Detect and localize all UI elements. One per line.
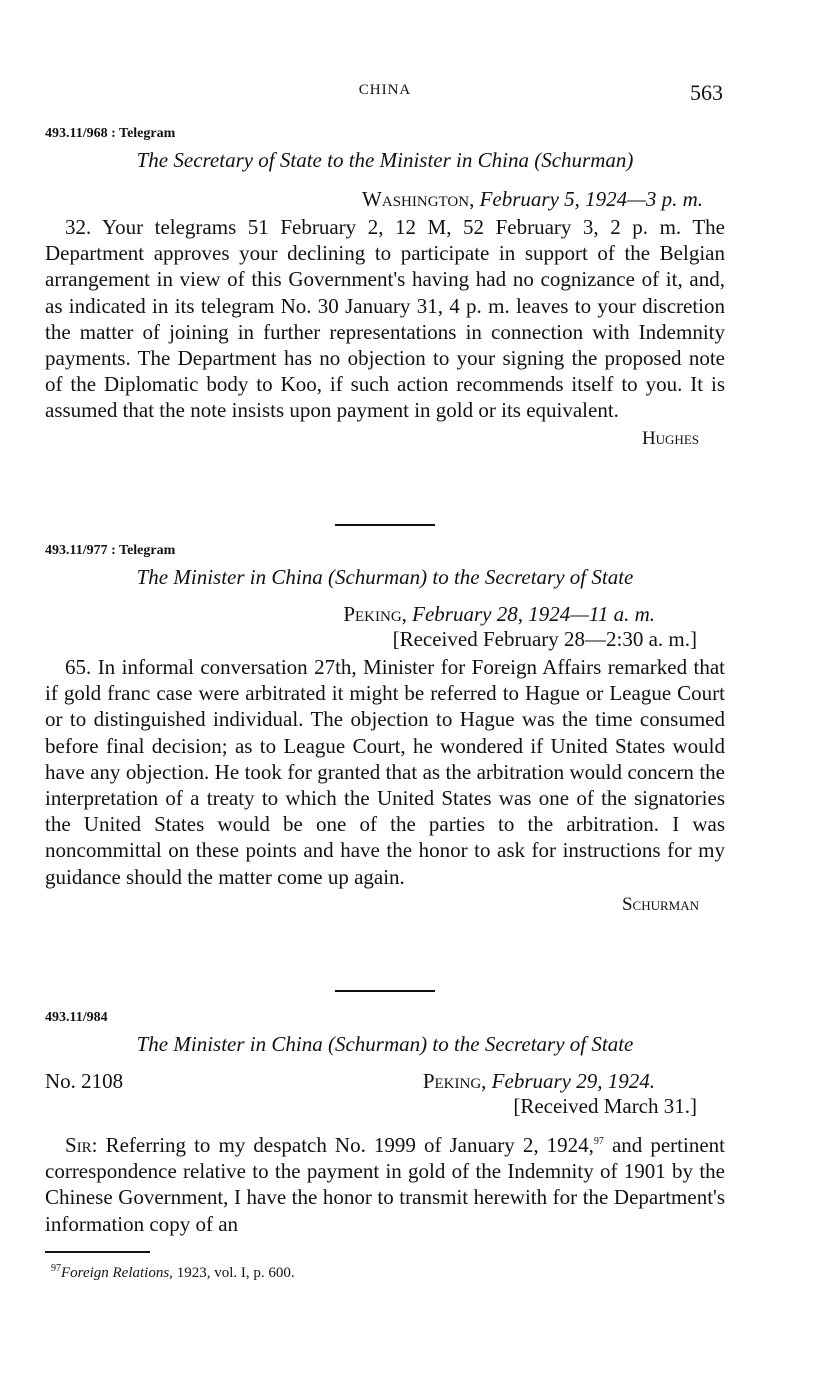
divider-rule	[335, 524, 435, 526]
dateline-date: February 28, 1924—11 a. m.	[412, 602, 655, 626]
salutation: Sir:	[65, 1133, 98, 1157]
dateline-date: February 5, 1924—3 p. m.	[479, 187, 703, 211]
section-divider	[45, 524, 725, 526]
running-head	[45, 80, 725, 110]
number-date-row	[45, 1069, 725, 1094]
body-start: Referring to my despatch No. 1999 of January 2, 1924,	[105, 1133, 594, 1157]
running-title: CHINA	[358, 82, 412, 98]
document-2	[45, 543, 725, 916]
despatch-number: No. 2108	[45, 1069, 124, 1093]
dateline-date: February 29, 1924.	[491, 1069, 655, 1093]
footnote-text: 1923, vol. I, p. 600.	[172, 1265, 295, 1281]
signature: Hughes	[641, 427, 699, 449]
footnote-marker: 97	[51, 1263, 61, 1274]
dateline	[45, 602, 725, 627]
dateline-place: Washington,	[362, 187, 475, 211]
file-number: 493.11/977 : Telegram	[45, 543, 176, 558]
footnote	[45, 1263, 725, 1282]
footnote-area	[45, 1251, 725, 1282]
file-number: 493.11/968 : Telegram	[45, 126, 176, 141]
document-heading: The Secretary of State to the Minister in China (Schurman)	[136, 148, 634, 172]
document-heading: The Minister in China (Schurman) to the Secretary of State	[136, 565, 634, 589]
document-3	[45, 1010, 725, 1237]
dateline	[45, 187, 725, 212]
document-1	[45, 126, 725, 450]
file-number: 493.11/984	[45, 1010, 108, 1025]
received-line: [Received February 28—2:30 a. m.]	[392, 627, 697, 651]
page-number: 563	[690, 80, 723, 105]
body-paragraph: 32. Your telegrams 51 February 2, 12 M, 52 February 3, 2 p. m. The Department approves your declining to participate in support of the Belgian arrangement in view of this Government's having had no cognizance of it, and, as indicated in its telegram No. 30 January 31, 4 p. m. leaves to your discretion the matter of joining in further representations in connection with Indemnity payments. The Department has no objection to your signing the proposed note of the Diplomatic body to Koo, if such action recommends itself to you. It is assumed that the note insists upon payment in gold or its equivalent.	[45, 215, 725, 423]
received-line: [Received March 31.]	[513, 1094, 697, 1118]
section-divider	[45, 990, 725, 992]
body-paragraph: 65. In informal conversation 27th, Minister for Foreign Affairs remarked that if gold franc case were arbitrated it might be referred to Hague or League Court or to distinguished individual. The objection to Hague was the time consumed before final decision; as to League Court, he wondered if United States would have any objection. He took for granted that as the arbitration would concern the interpretation of a treaty to which the United States was one of the signatories the United States would be one of the parties to the arbitration. I was noncommittal on these points and have the honor to ask for instructions for my guidance should the matter come up again.	[45, 655, 725, 889]
body-end: and pertinent correspondence relative to the payment in gold of the Indemnity of 1901 by the Chinese Government, I have the honor to transmit herewith for the Department's information copy of an	[45, 1133, 725, 1236]
footnote-reference: 97	[593, 1136, 604, 1147]
document-heading: The Minister in China (Schurman) to the Secretary of State	[136, 1032, 634, 1056]
body-paragraph	[45, 1129, 725, 1237]
divider-rule	[335, 990, 435, 992]
dateline	[423, 1069, 725, 1094]
signature: Schurman	[621, 893, 699, 915]
footnote-rule	[45, 1251, 150, 1253]
dateline-place: Peking,	[422, 1069, 487, 1093]
dateline-place: Peking,	[343, 602, 407, 626]
footnote-title: Foreign Relations,	[61, 1265, 173, 1281]
